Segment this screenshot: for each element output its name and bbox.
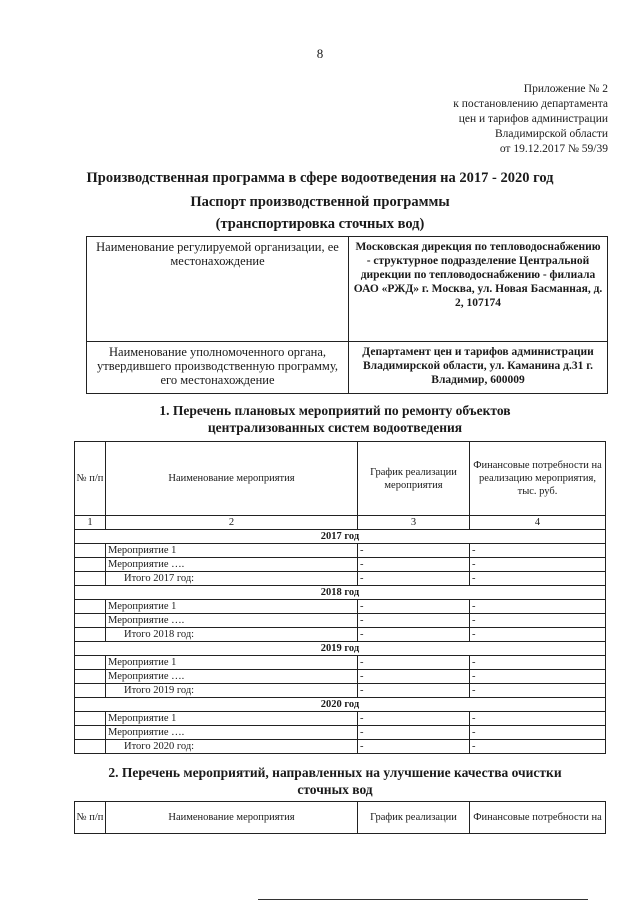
- appendix-line: Владимирской области: [494, 128, 608, 140]
- measure-name: Мероприятие 1: [106, 600, 358, 614]
- year-row: 2017 год: [75, 530, 606, 544]
- appendix-line: цен и тарифов администрации: [458, 113, 608, 125]
- section2-title: 2. Перечень мероприятий, направленных на улучшение качества очистки сточных вод: [108, 765, 562, 797]
- schedule-value: -: [358, 684, 470, 698]
- measure-name: Мероприятие 1: [106, 712, 358, 726]
- program-title: Производственная программа в сфере водоотведения на 2017 - 2020 год: [86, 170, 554, 186]
- measure-name: Мероприятие ….: [106, 558, 358, 572]
- schedule-value: -: [358, 628, 470, 642]
- schedule-value: -: [358, 572, 470, 586]
- finance-value: -: [470, 628, 606, 642]
- year-total: Итого 2020 год:: [106, 740, 358, 754]
- page-number: 8: [316, 46, 324, 61]
- finance-value: -: [470, 614, 606, 628]
- col-schedule-header: График реализации: [358, 802, 470, 834]
- finance-value: -: [470, 558, 606, 572]
- finance-value: -: [470, 726, 606, 740]
- finance-value: -: [470, 712, 606, 726]
- measure-name: Мероприятие ….: [106, 614, 358, 628]
- passport-subtitle: (транспортировка сточных вод): [215, 216, 425, 232]
- finance-value: -: [470, 670, 606, 684]
- col-number: 4: [470, 516, 606, 530]
- schedule-value: -: [358, 614, 470, 628]
- col-schedule-header: График реализации мероприятия: [358, 442, 470, 516]
- col-num-header: № п/п: [75, 802, 106, 834]
- col-name-header: Наименование мероприятия: [106, 442, 358, 516]
- passport-title: Паспорт производственной программы: [190, 194, 450, 210]
- year-row: 2019 год: [75, 642, 606, 656]
- finance-value: -: [470, 544, 606, 558]
- passport-org-value: Московская дирекция по тепловодоснабжению - структурное подразделение Центральной дирекции по тепловодоснабжению - филиала ОАО «РЖД» г. Москва, ул. Новая Басманная, д. 2, 107174: [349, 237, 608, 342]
- measures-table: [74, 441, 606, 754]
- col-number: 1: [75, 516, 106, 530]
- schedule-value: -: [358, 740, 470, 754]
- measure-name: Мероприятие 1: [106, 656, 358, 670]
- schedule-value: -: [358, 544, 470, 558]
- col-finance-header: Финансовые потребности на: [470, 802, 606, 834]
- year-row: 2018 год: [75, 586, 606, 600]
- schedule-value: -: [358, 670, 470, 684]
- year-total: Итого 2017 год:: [106, 572, 358, 586]
- finance-value: -: [470, 740, 606, 754]
- schedule-value: -: [358, 558, 470, 572]
- measure-name: Мероприятие 1: [106, 544, 358, 558]
- finance-value: -: [470, 684, 606, 698]
- schedule-value: -: [358, 656, 470, 670]
- col-number: 3: [358, 516, 470, 530]
- appendix-line: к постановлению департамента: [453, 98, 608, 110]
- appendix-line: от 19.12.2017 № 59/39: [499, 143, 608, 155]
- year-row: 2020 год: [75, 698, 606, 712]
- section1-title: 1. Перечень плановых мероприятий по ремонту объектов централизованных систем водоотведения: [159, 403, 511, 435]
- passport-authority-value: Департамент цен и тарифов администрации Владимирской области, ул. Каманина д.31 г. Владимир, 600009: [349, 342, 608, 394]
- measure-name: Мероприятие ….: [106, 670, 358, 684]
- passport-table: [86, 236, 608, 394]
- col-num-header: № п/п: [75, 442, 106, 516]
- finance-value: -: [470, 600, 606, 614]
- appendix-block: [453, 82, 608, 157]
- col-number: 2: [106, 516, 358, 530]
- finance-value: -: [470, 572, 606, 586]
- col-finance-header: Финансовые потребности на реализацию мероприятия, тыс. руб.: [470, 442, 606, 516]
- passport-org-label: Наименование регулируемой организации, ее местонахождение: [87, 237, 349, 342]
- bottom-rule: [258, 899, 588, 900]
- schedule-value: -: [358, 726, 470, 740]
- passport-authority-label: Наименование уполномоченного органа, утвердившего производственную программу, его местонахождение: [87, 342, 349, 394]
- measure-name: Мероприятие ….: [106, 726, 358, 740]
- year-total: Итого 2018 год:: [106, 628, 358, 642]
- schedule-value: -: [358, 712, 470, 726]
- year-total: Итого 2019 год:: [106, 684, 358, 698]
- finance-value: -: [470, 656, 606, 670]
- appendix-line: Приложение № 2: [523, 83, 608, 95]
- col-name-header: Наименование мероприятия: [106, 802, 358, 834]
- quality-measures-table: [74, 801, 606, 834]
- schedule-value: -: [358, 600, 470, 614]
